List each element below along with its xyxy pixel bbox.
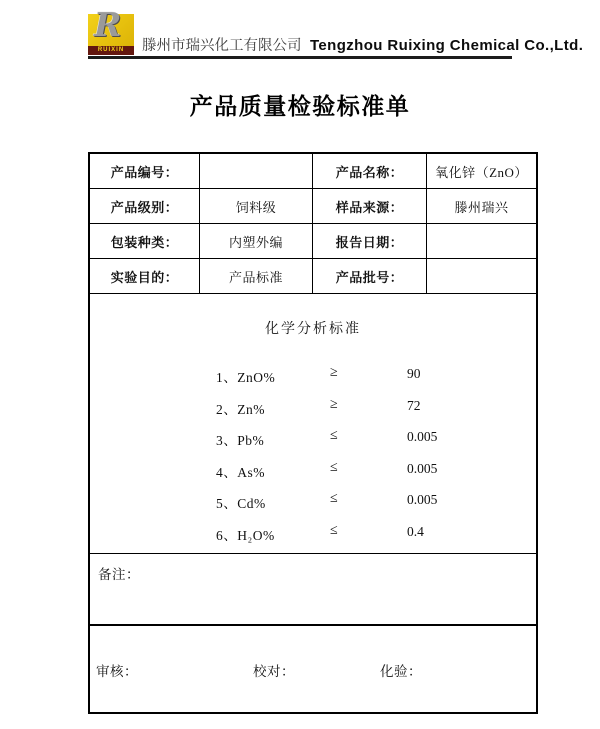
analysis-item [90,421,536,453]
label-batch-number: 产品批号： [313,259,427,294]
limit-value: 0.005 [407,429,438,444]
label-product-grade: 产品级别： [90,189,200,224]
document-title: 产品质量检验标准单 [189,93,411,119]
limit-value: 0.005 [407,492,438,507]
limit-symbol: ≤ [330,491,338,506]
limit-symbol: ≤ [330,522,338,538]
analyte-name: 2、Zn% [216,401,265,417]
label-sample-source: 样品来源： [313,189,427,224]
limit-symbol: ≥ [330,365,338,380]
label-package-type: 包装种类： [90,224,200,259]
limit-value: 90 [407,366,421,381]
value-package-type: 内塑外编 [200,224,313,259]
analyte-name: 5、Cd% [216,496,266,511]
label-report-date: 报告日期： [313,224,427,259]
signoff-row [90,626,536,712]
value-product-code [200,154,313,189]
company-name-en: Tengzhou Ruixing Chemical Co.,Ltd. [309,37,584,54]
review-label: 审核： [96,664,138,679]
value-report-date [427,224,536,259]
value-batch-number [427,259,536,294]
proofread-label: 校对： [253,664,295,679]
logo-brand-band: RUIXIN [88,46,134,55]
limit-value: 0.005 [407,460,438,476]
analysis-items [90,358,536,547]
limit-value: 72 [407,397,421,413]
remarks-cell: 备注： [90,554,536,626]
analysis-title: 化学分析标准 [265,322,361,337]
analysis-item [90,484,536,516]
logo-r-glyph: R [94,5,122,44]
analysis-item [90,358,536,390]
analysis-item [90,453,536,485]
label-product-name: 产品名称： [313,154,427,189]
limit-value: 0.4 [407,523,424,539]
analysis-item [90,390,536,422]
value-test-purpose: 产品标准 [200,259,313,294]
info-table [90,154,536,294]
value-product-grade: 饲料级 [200,189,313,224]
letterhead [142,34,584,55]
assay-label: 化验： [380,664,422,679]
value-sample-source: 滕州瑞兴 [427,189,536,224]
company-name-cn: 滕州市瑞兴化工有限公司 [142,38,302,54]
analyte-name: 3、Pb% [216,433,265,448]
analyte-name: 1、ZnO% [216,370,276,385]
limit-symbol: ≤ [330,459,338,475]
label-product-code: 产品编号： [90,154,200,189]
limit-symbol: ≤ [330,428,338,443]
chemical-analysis-section [90,294,536,554]
analyte-name: 4、As% [216,464,265,480]
analyte-name: 6、H₂O% [216,527,275,543]
value-product-name: 氧化锌（ZnO） [427,154,536,189]
analysis-item [90,516,536,548]
inspection-sheet [88,152,538,714]
limit-symbol: ≥ [330,396,338,412]
header-divider [88,56,512,59]
company-logo [88,5,134,55]
label-test-purpose: 实验目的： [90,259,200,294]
